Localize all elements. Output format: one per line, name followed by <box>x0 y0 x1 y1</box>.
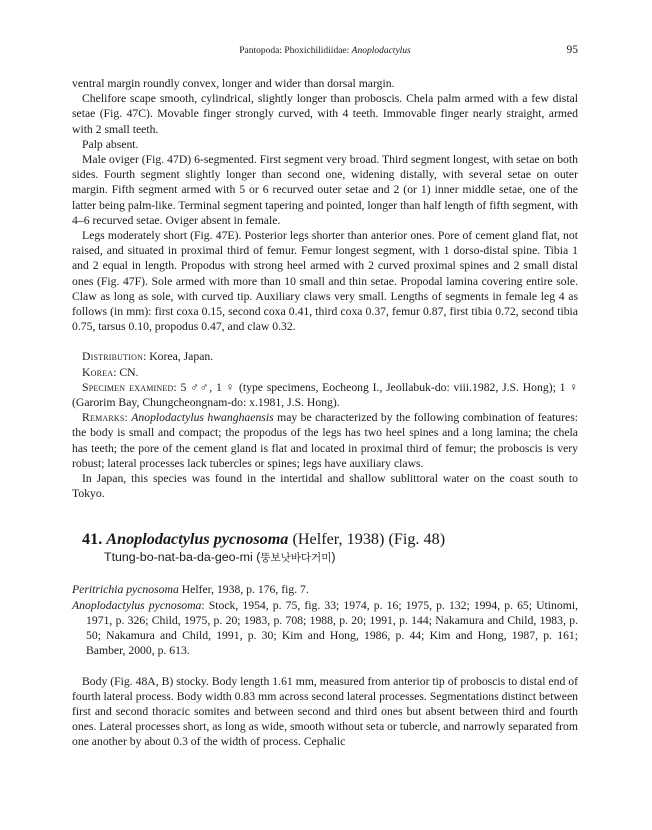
species-number: 41. <box>82 530 103 549</box>
distribution-line: Distribution: Korea, Japan. <box>82 350 214 364</box>
running-head-genus: Anoplodactylus <box>351 46 411 56</box>
synonymy-entry: Peritrichia pycnosoma Helfer, 1938, p. 176, fig. 7. <box>72 583 309 597</box>
korean-name: Ttung-bo-nat-ba-da-geo-mi (뚱보낫바다거미) <box>104 550 336 565</box>
species-authority: (Helfer, 1938) (Fig. 48) <box>288 530 446 549</box>
remarks-label: Remarks <box>82 411 125 425</box>
distribution-label: Distribution <box>82 350 144 364</box>
japan-paragraph: In Japan, this species was found in the intertidal and shallow sublittoral water on the coast south to Tokyo. <box>72 472 578 501</box>
paragraph-ventral-margin: ventral margin roundly convex, longer and wider than dorsal margin. <box>72 77 395 90</box>
running-head: Pantopoda: Phoxichilidiidae: Anoplodactylus <box>239 46 411 56</box>
remarks-paragraph: Remarks: Anoplodactylus hwanghaensis may be characterized by the following combination of features: the body is small and compact; the propodus of the legs has two heel spines and a long lamina; the chela has teeth; the pore of the cement gland is flat and located in proximal third of femur; the proboscis is very robust; lateral processes lack tubercles or spines; legs have auxiliary claws. <box>72 411 578 470</box>
korean-hangul: 뚱보낫바다거미 <box>260 552 332 565</box>
korea-label: Korea <box>82 365 114 379</box>
synonymy-entry: Anoplodactylus pycnosoma: Stock, 1954, p. 75, fig. 33; 1974, p. 16; 1975, p. 132; 1994, p. 65; Utinomi, 1971, p. 326; Child, 1975, p. 20; 1983, p. 708; 1988, p. 20; 1991, p. 144; Nakamura and Child, 1983, p. 50; Nakamura and Child, 1991, p. 30; Kim and Hong, 1986, p. 44; Kim and Hong, 1987, p. 161; Bamber, 2000, p. 613. <box>72 598 578 658</box>
paragraph-oviger: Male oviger (Fig. 47D) 6-segmented. First segment very broad. Third segment longest, with setae on both sides. Fourth segment slightly longer than second one, widening distally, with several setae on outer margin. Fifth segment armed with 5 or 6 recurved outer setae and 2 (or 1) inner middle setae, one of the latter being palm-like. Terminal segment tapering and pointed, longer than half length of fifth segment, with 4–6 recurved setae. Oviger absent in female. <box>72 153 578 227</box>
page-body <box>72 76 578 750</box>
species-name: Anoplodactylus pycnosoma <box>106 530 289 549</box>
specimens-label: Specimen examined <box>82 380 174 394</box>
page-header <box>72 44 578 60</box>
body-description-paragraph: Body (Fig. 48A, B) stocky. Body length 1.61 mm, measured from anterior tip of proboscis to distal end of fourth lateral process. Body width 0.83 mm across second lateral processes. Segmentations distinct between first and second thoracic somites and between second and third ones but absent between third and fourth ones. Lateral processes short, as long as wide, smooth without seta or tubercle, and narrowly separated from one another by about 0.3 of the width of process. Cephalic <box>72 674 578 749</box>
paragraph-legs: Legs moderately short (Fig. 47E). Posterior legs shorter than anterior ones. Pore of cement gland flat, not raised, and situated in proximal third of femur. Femur longest segment, with 1 dorso-distal spine. Tibia 1 and 2 equal in length. Propodus with strong heel armed with 2 curved proximal spines and 2 small distal ones (Fig. 47F). Sole armed with more than 10 small and thin setae. Propodal lamina covering entire sole. Claw as long as sole, with curved tip. Auxiliary claws very small. Lengths of segments in female leg 4 as follows (in mm): first coxa 0.15, second coxa 0.41, third coxa 0.37, femur 0.87, first tibia 0.72, second tibia 0.75, tarsus 0.10, propodus 0.47, and claw 0.32. <box>72 229 578 334</box>
specimens-paragraph: Specimen examined: 5 ♂♂, 1 ♀ (type specimens, Eocheong I., Jeollabuk-do: viii.1982, J.S. Hong); 1 ♀ (Garorim Bay, Chungcheongnam-do: x.1981, J.S. Hong). <box>72 380 579 410</box>
remarks-species: Anoplodactylus hwanghaensis <box>131 411 274 425</box>
page-number: 95 <box>566 44 578 56</box>
paragraph-chelifore: Chelifore scape smooth, cylindrical, slightly longer than proboscis. Chela palm armed with a few distal setae (Fig. 47C). Movable finger strongly curved, with 4 teeth. Immovable finger nearly straight, armed with 2 small teeth. <box>72 92 578 136</box>
korea-line: Korea: CN. <box>82 365 139 379</box>
species-heading <box>82 529 578 549</box>
paragraph-palp: Palp absent. <box>82 137 139 151</box>
